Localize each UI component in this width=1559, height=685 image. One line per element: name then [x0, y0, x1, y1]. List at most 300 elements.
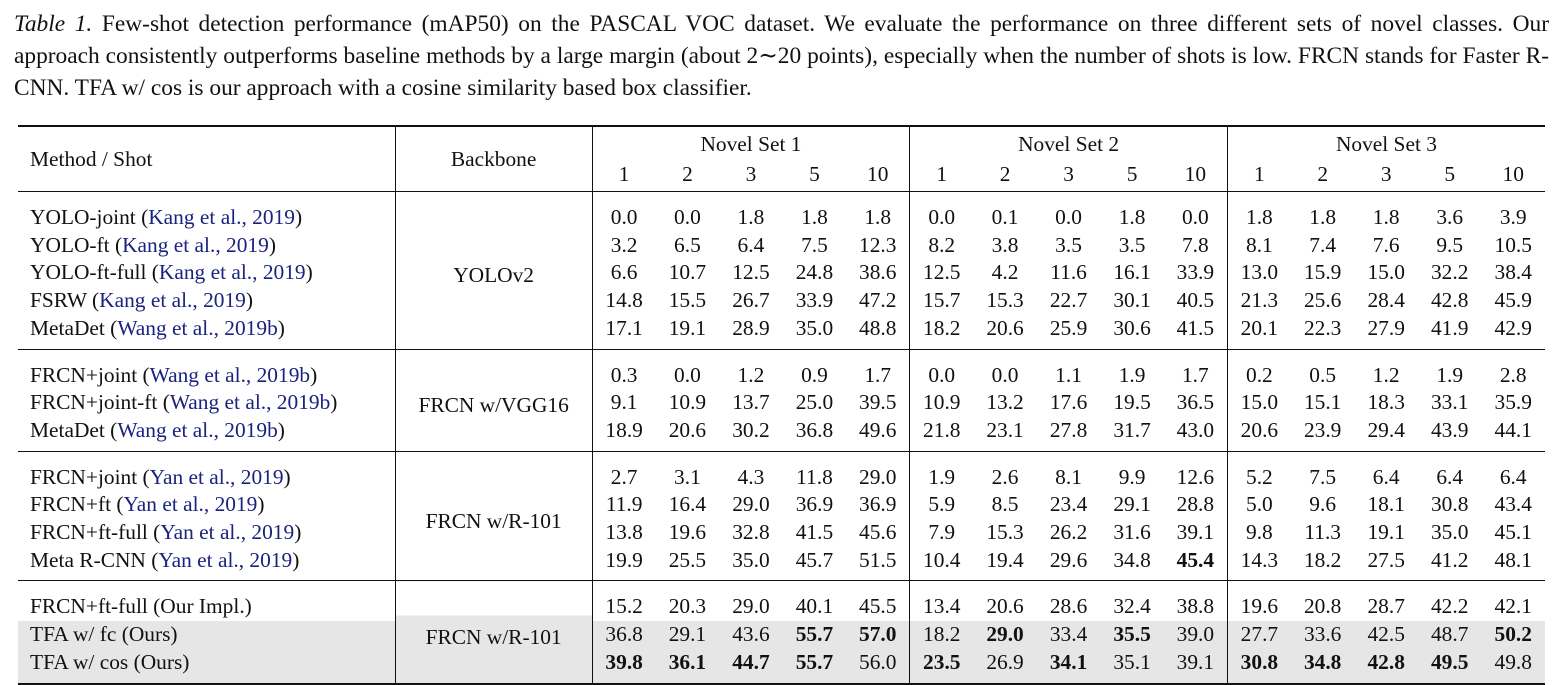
citation-link[interactable]: Wang et al., 2019b — [117, 315, 278, 340]
header-shot: 3 — [745, 162, 757, 186]
value-cell: 13.0 — [1227, 259, 1291, 287]
value-cell: 32.8 — [732, 520, 770, 545]
value-cell: 7.6 — [1372, 232, 1400, 257]
method-cell — [18, 417, 395, 451]
value-cell: 45.9 — [1494, 288, 1532, 313]
value-cell: 1.9 — [1118, 362, 1146, 387]
value-cell: 31.7 — [1113, 417, 1151, 442]
value-cell: 34.8 — [1291, 649, 1355, 684]
value-cell: 28.8 — [1176, 492, 1215, 517]
method-name: FRCN+joint ( — [30, 362, 150, 387]
method-cell — [18, 315, 395, 349]
citation-link[interactable]: Wang et al., 2019b — [117, 417, 278, 442]
caption-text: Few-shot detection performance (mAP50) on the PASCAL VOC dataset. We evaluate the performance on three different sets of novel classes. Our approach consistently outperforms baseline methods by a large margin (about 2∼20 points), especially when the number of shots is low. FRCN stands for Faster R-CNN. TFA w/ cos is our approach with a cosine similarity based box classifier. — [14, 11, 1549, 101]
table-row — [18, 259, 1545, 287]
method-name: FRCN+joint-ft ( — [30, 390, 170, 415]
method-name: Meta R-CNN ( — [30, 547, 159, 572]
header-shot: 5 — [1444, 162, 1456, 186]
value-cell: 56.0 — [846, 649, 910, 684]
value-cell: 32.4 — [1113, 594, 1151, 619]
header-shot: 1 — [910, 161, 974, 192]
method-name: FRCN+ft ( — [30, 492, 124, 517]
value-cell: 0.0 — [910, 192, 974, 232]
value-cell: 7.9 — [910, 519, 974, 547]
value-cell: 25.6 — [1303, 288, 1342, 313]
value-cell: 41.2 — [1430, 547, 1469, 572]
value-cell: 3.1 — [674, 464, 701, 489]
value-cell: 8.5 — [991, 492, 1019, 517]
backbone-cell — [395, 192, 592, 350]
value-cell: 19.6 — [1227, 581, 1291, 621]
value-cell: 43.4 — [1494, 492, 1532, 517]
value-cell: 6.6 — [592, 259, 656, 287]
value-cell: 3.5 — [1118, 232, 1146, 257]
value-cell: 8.1 — [1227, 232, 1291, 260]
value-cell: 5.0 — [1227, 491, 1291, 519]
value-cell: 30.2 — [732, 417, 770, 442]
method-close-paren: ) — [245, 288, 254, 313]
value-cell: 48.8 — [859, 315, 897, 340]
value-cell: 20.6 — [668, 417, 707, 442]
value-cell: 24.8 — [795, 260, 834, 285]
method-cell — [18, 519, 395, 547]
value-cell: 0.0 — [1055, 205, 1082, 229]
value-cell: 19.1 — [1367, 520, 1405, 545]
value-cell: 1.8 — [864, 205, 892, 229]
backbone-label: FRCN w/R-101 — [425, 625, 562, 650]
value-cell: 20.6 — [1227, 417, 1291, 451]
value-cell: 27.9 — [1367, 315, 1405, 340]
value-cell: 44.1 — [1494, 417, 1532, 442]
value-cell: 15.0 — [1227, 389, 1291, 417]
value-cell: 49.6 — [859, 417, 897, 442]
value-cell: 9.9 — [1118, 464, 1146, 489]
header-novel-set-1: Novel Set 1 — [592, 126, 910, 161]
table-caption — [14, 8, 1549, 104]
value-cell: 38.8 — [1176, 594, 1215, 619]
value-cell: 31.6 — [1113, 520, 1151, 545]
method-close-paren: ) — [292, 547, 300, 572]
value-cell: 42.9 — [1494, 315, 1532, 340]
table-row — [18, 192, 1545, 232]
header-shot: 3 — [1380, 162, 1392, 186]
value-cell: 20.8 — [1303, 594, 1342, 619]
value-cell: 41.9 — [1430, 315, 1469, 340]
value-cell: 23.1 — [986, 417, 1024, 442]
value-cell: 10.4 — [910, 547, 974, 581]
citation-link[interactable]: Yan et al., 2019 — [160, 520, 295, 545]
method-name: FSRW ( — [30, 288, 100, 313]
value-cell: 29.4 — [1367, 417, 1405, 442]
value-cell: 10.5 — [1494, 232, 1532, 257]
method-name: FRCN+ft-full ( — [30, 520, 161, 545]
value-cell: 42.8 — [1430, 288, 1469, 313]
value-cell: 18.1 — [1367, 492, 1405, 517]
value-cell: 0.0 — [592, 192, 656, 232]
value-cell: 12.6 — [1176, 464, 1215, 489]
method-cell — [18, 232, 395, 260]
value-cell: 2.8 — [1499, 362, 1527, 387]
table-row — [18, 232, 1545, 260]
value-cell: 42.2 — [1430, 594, 1469, 619]
method-cell — [18, 451, 395, 491]
value-cell: 45.7 — [795, 547, 834, 572]
method-name: FRCN+ft-full (Our Impl.) — [30, 594, 252, 619]
header-shot: 2 — [682, 162, 693, 186]
value-cell: 11.3 — [1304, 520, 1341, 545]
value-cell: 40.1 — [795, 594, 834, 619]
value-cell: 51.5 — [859, 547, 897, 572]
value-cell: 23.5 — [910, 649, 974, 684]
value-cell: 19.5 — [1113, 390, 1151, 415]
value-cell: 3.9 — [1499, 205, 1527, 229]
value-cell: 5.9 — [910, 491, 974, 519]
value-cell: 11.8 — [796, 464, 833, 489]
value-cell: 19.6 — [668, 520, 707, 545]
value-cell: 26.9 — [973, 649, 1037, 684]
backbone-cell — [395, 581, 592, 684]
value-cell: 6.4 — [1372, 464, 1400, 489]
table-row — [18, 349, 1545, 389]
value-cell: 39.1 — [1176, 520, 1215, 545]
value-cell: 15.3 — [986, 288, 1024, 313]
value-cell: 15.0 — [1367, 260, 1405, 285]
value-cell: 29.1 — [656, 621, 720, 649]
value-cell: 7.5 — [801, 232, 828, 257]
value-cell: 47.2 — [859, 288, 897, 313]
value-cell: 50.2 — [1481, 621, 1545, 649]
method-close-paren: ) — [277, 315, 285, 340]
value-cell: 19.1 — [668, 315, 707, 340]
value-cell: 15.5 — [668, 288, 707, 313]
method-cell — [18, 287, 395, 315]
value-cell: 15.7 — [910, 287, 974, 315]
value-cell: 0.0 — [910, 349, 974, 389]
header-novel-set-3: Novel Set 3 — [1227, 126, 1545, 161]
header-shot: 3 — [1063, 162, 1074, 186]
value-cell: 10.9 — [668, 390, 707, 415]
value-cell: 25.5 — [668, 547, 707, 572]
table-row — [18, 547, 1545, 581]
method-cell — [18, 192, 395, 232]
value-cell: 13.4 — [910, 581, 974, 621]
method-close-paren: ) — [294, 520, 302, 545]
method-cell — [18, 547, 395, 581]
value-cell: 29.0 — [859, 464, 897, 489]
value-cell: 3.2 — [592, 232, 656, 260]
header-shot: 10 — [1502, 162, 1524, 186]
citation-link[interactable]: Yan et al., 2019 — [158, 547, 293, 572]
value-cell: 20.1 — [1227, 315, 1291, 349]
value-cell: 33.1 — [1430, 390, 1469, 415]
value-cell: 55.7 — [783, 649, 847, 684]
value-cell: 39.0 — [1164, 621, 1228, 649]
value-cell: 19.4 — [986, 547, 1024, 572]
value-cell: 42.5 — [1354, 621, 1418, 649]
value-cell: 45.4 — [1176, 547, 1215, 572]
value-cell: 0.0 — [1181, 205, 1209, 229]
value-cell: 30.6 — [1113, 315, 1151, 340]
value-cell: 39.8 — [592, 649, 656, 684]
value-cell: 42.8 — [1354, 649, 1418, 684]
value-cell: 0.0 — [674, 362, 701, 387]
value-cell: 6.4 — [1436, 464, 1464, 489]
value-cell: 26.7 — [732, 288, 770, 313]
value-cell: 26.2 — [1049, 520, 1088, 545]
header-shot: 5 — [1126, 162, 1138, 186]
value-cell: 35.0 — [795, 315, 834, 340]
citation-link[interactable]: Yan et al., 2019 — [149, 464, 284, 489]
method-cell — [18, 389, 395, 417]
value-cell: 33.9 — [795, 288, 834, 313]
value-cell: 29.0 — [732, 492, 770, 517]
table-row — [18, 417, 1545, 451]
value-cell: 36.8 — [795, 417, 834, 442]
header-novel-set-2: Novel Set 2 — [910, 126, 1228, 161]
value-cell: 28.4 — [1367, 288, 1405, 313]
method-close-paren: ) — [310, 362, 318, 387]
backbone-cell — [395, 349, 592, 451]
value-cell: 23.4 — [1049, 492, 1088, 517]
value-cell: 25.9 — [1049, 315, 1088, 340]
value-cell: 35.0 — [1430, 520, 1469, 545]
table-row — [18, 389, 1545, 417]
method-name: TFA w/ cos (Ours) — [30, 649, 190, 674]
value-cell: 13.2 — [986, 390, 1024, 415]
header-shot: 10 — [867, 162, 889, 186]
caption-label: Table 1. — [14, 11, 93, 37]
method-cell — [18, 349, 395, 389]
value-cell: 39.1 — [1164, 649, 1228, 684]
header-shot: 10 — [1184, 162, 1207, 186]
value-cell: 48.7 — [1418, 621, 1482, 649]
value-cell: 32.2 — [1430, 260, 1469, 285]
citation-link[interactable]: Yan et al., 2019 — [123, 492, 258, 517]
header-method: Method / Shot — [30, 147, 153, 171]
value-cell: 15.2 — [592, 581, 656, 621]
value-cell: 40.5 — [1176, 288, 1215, 313]
value-cell: 1.8 — [801, 205, 828, 229]
table-row — [18, 519, 1545, 547]
value-cell: 1.2 — [737, 362, 765, 387]
value-cell: 45.5 — [859, 594, 897, 619]
value-cell: 1.8 — [1227, 192, 1291, 232]
value-cell: 36.1 — [656, 649, 720, 684]
method-close-paren: ) — [268, 232, 276, 257]
value-cell: 44.7 — [719, 649, 783, 684]
value-cell: 17.1 — [592, 315, 656, 349]
value-cell: 12.3 — [859, 232, 897, 257]
value-cell: 41.5 — [795, 520, 834, 545]
value-cell: 18.2 — [1303, 547, 1342, 572]
value-cell: 29.0 — [973, 621, 1037, 649]
value-cell: 16.1 — [1113, 260, 1151, 285]
value-cell: 1.2 — [1372, 362, 1400, 387]
value-cell: 36.8 — [592, 621, 656, 649]
value-cell: 39.5 — [859, 390, 897, 415]
value-cell: 2.6 — [991, 464, 1019, 489]
value-cell: 18.2 — [910, 315, 974, 349]
citation-link[interactable]: Wang et al., 2019b — [169, 390, 331, 415]
value-cell: 43.0 — [1176, 417, 1215, 442]
value-cell: 4.3 — [737, 464, 765, 489]
method-cell — [18, 581, 395, 621]
value-cell: 17.6 — [1049, 390, 1088, 415]
value-cell: 3.8 — [991, 232, 1019, 257]
value-cell: 11.9 — [592, 491, 656, 519]
value-cell: 8.2 — [910, 232, 974, 260]
method-close-paren: ) — [283, 464, 291, 489]
value-cell: 5.2 — [1227, 451, 1291, 491]
method-name: MetaDet ( — [30, 417, 118, 442]
value-cell: 6.4 — [737, 232, 765, 257]
table-row — [18, 581, 1545, 621]
value-cell: 28.9 — [732, 315, 770, 340]
value-cell: 30.8 — [1227, 649, 1291, 684]
value-cell: 48.1 — [1494, 547, 1532, 572]
header-shot: 1 — [1227, 161, 1291, 192]
value-cell: 33.9 — [1176, 260, 1215, 285]
value-cell: 10.9 — [910, 389, 974, 417]
value-cell: 34.8 — [1113, 547, 1151, 572]
citation-link[interactable]: Wang et al., 2019b — [149, 362, 311, 387]
value-cell: 0.3 — [592, 349, 656, 389]
value-cell: 38.4 — [1494, 260, 1532, 285]
value-cell: 10.7 — [668, 260, 707, 285]
header-shot: 1 — [592, 161, 656, 192]
value-cell: 43.6 — [719, 621, 783, 649]
value-cell: 0.0 — [674, 205, 701, 229]
value-cell: 35.5 — [1100, 621, 1164, 649]
value-cell: 22.7 — [1049, 288, 1088, 313]
value-cell: 30.8 — [1430, 492, 1469, 517]
value-cell: 13.7 — [732, 390, 770, 415]
header-shot: 5 — [809, 162, 820, 186]
value-cell: 36.5 — [1176, 390, 1215, 415]
backbone-label: FRCN w/VGG16 — [418, 393, 569, 418]
value-cell: 1.7 — [1181, 362, 1209, 387]
value-cell: 57.0 — [846, 621, 910, 649]
value-cell: 6.4 — [1499, 464, 1527, 489]
value-cell: 18.2 — [910, 621, 974, 649]
value-cell: 36.9 — [859, 492, 897, 517]
value-cell: 45.6 — [859, 520, 897, 545]
value-cell: 27.7 — [1227, 621, 1291, 649]
value-cell: 15.1 — [1303, 390, 1342, 415]
citation-link[interactable]: Kang et al., 2019 — [99, 288, 246, 313]
value-cell: 16.4 — [668, 492, 707, 517]
value-cell: 6.5 — [674, 232, 701, 257]
value-cell: 8.1 — [1055, 464, 1082, 489]
value-cell: 7.4 — [1309, 232, 1337, 257]
value-cell: 9.5 — [1436, 232, 1464, 257]
value-cell: 43.9 — [1430, 417, 1469, 442]
value-cell: 23.9 — [1303, 417, 1342, 442]
value-cell: 19.9 — [592, 547, 656, 581]
method-cell — [18, 491, 395, 519]
citation-link[interactable]: Kang et al., 2019 — [148, 205, 295, 229]
value-cell: 49.5 — [1418, 649, 1482, 684]
value-cell: 12.5 — [910, 259, 974, 287]
value-cell: 25.0 — [795, 390, 834, 415]
value-cell: 30.1 — [1113, 288, 1151, 313]
value-cell: 14.8 — [592, 287, 656, 315]
value-cell: 27.5 — [1367, 547, 1405, 572]
value-cell: 55.7 — [783, 621, 847, 649]
value-cell: 35.1 — [1100, 649, 1164, 684]
citation-link[interactable]: Kang et al., 2019 — [122, 232, 269, 257]
value-cell: 1.8 — [1309, 205, 1337, 229]
method-close-paren: ) — [277, 417, 285, 442]
value-cell: 7.8 — [1181, 232, 1209, 257]
value-cell: 0.0 — [991, 362, 1019, 387]
value-cell: 18.9 — [592, 417, 656, 451]
value-cell: 38.6 — [859, 260, 897, 285]
value-cell: 41.5 — [1176, 315, 1215, 340]
value-cell: 12.5 — [732, 260, 770, 285]
header-row-sets — [18, 126, 1545, 161]
value-cell: 35.0 — [732, 547, 770, 572]
value-cell: 1.8 — [1118, 205, 1146, 229]
value-cell: 4.2 — [991, 260, 1019, 285]
backbone-label: FRCN w/R-101 — [425, 509, 562, 534]
value-cell: 45.1 — [1494, 520, 1532, 545]
backbone-label: YOLOv2 — [453, 263, 535, 288]
method-cell — [18, 259, 395, 287]
value-cell: 1.8 — [737, 205, 765, 229]
table-row — [18, 315, 1545, 349]
value-cell: 9.8 — [1227, 519, 1291, 547]
value-cell: 21.3 — [1227, 287, 1291, 315]
value-cell: 0.9 — [801, 362, 828, 387]
value-cell: 1.8 — [1372, 205, 1400, 229]
value-cell: 29.0 — [732, 594, 770, 619]
value-cell: 3.5 — [1055, 232, 1082, 257]
backbone-cell — [395, 451, 592, 581]
method-name: MetaDet ( — [30, 315, 118, 340]
value-cell: 0.2 — [1227, 349, 1291, 389]
value-cell: 1.7 — [864, 362, 892, 387]
value-cell: 15.3 — [986, 520, 1024, 545]
header-shot: 2 — [999, 162, 1011, 186]
value-cell: 34.1 — [1037, 649, 1101, 684]
value-cell: 9.6 — [1309, 492, 1337, 517]
results-table — [18, 125, 1545, 685]
value-cell: 36.9 — [795, 492, 834, 517]
method-name: FRCN+joint ( — [30, 464, 150, 489]
value-cell: 0.5 — [1309, 362, 1337, 387]
value-cell: 49.8 — [1481, 649, 1545, 684]
header-shot: 2 — [1317, 162, 1329, 186]
value-cell: 28.6 — [1049, 594, 1088, 619]
table-row — [18, 287, 1545, 315]
table-row — [18, 491, 1545, 519]
header-backbone: Backbone — [395, 126, 592, 192]
method-name: YOLO-ft-full ( — [30, 260, 159, 285]
value-cell: 14.3 — [1227, 547, 1291, 581]
citation-link[interactable]: Kang et al., 2019 — [158, 260, 306, 285]
table-row — [18, 621, 1545, 649]
method-cell — [18, 621, 395, 649]
value-cell: 20.6 — [986, 594, 1024, 619]
value-cell: 21.8 — [910, 417, 974, 451]
method-close-paren: ) — [330, 390, 338, 415]
value-cell: 13.8 — [592, 519, 656, 547]
method-close-paren: ) — [305, 260, 313, 285]
value-cell: 28.7 — [1367, 594, 1405, 619]
value-cell: 20.6 — [986, 315, 1024, 340]
value-cell: 9.1 — [592, 389, 656, 417]
